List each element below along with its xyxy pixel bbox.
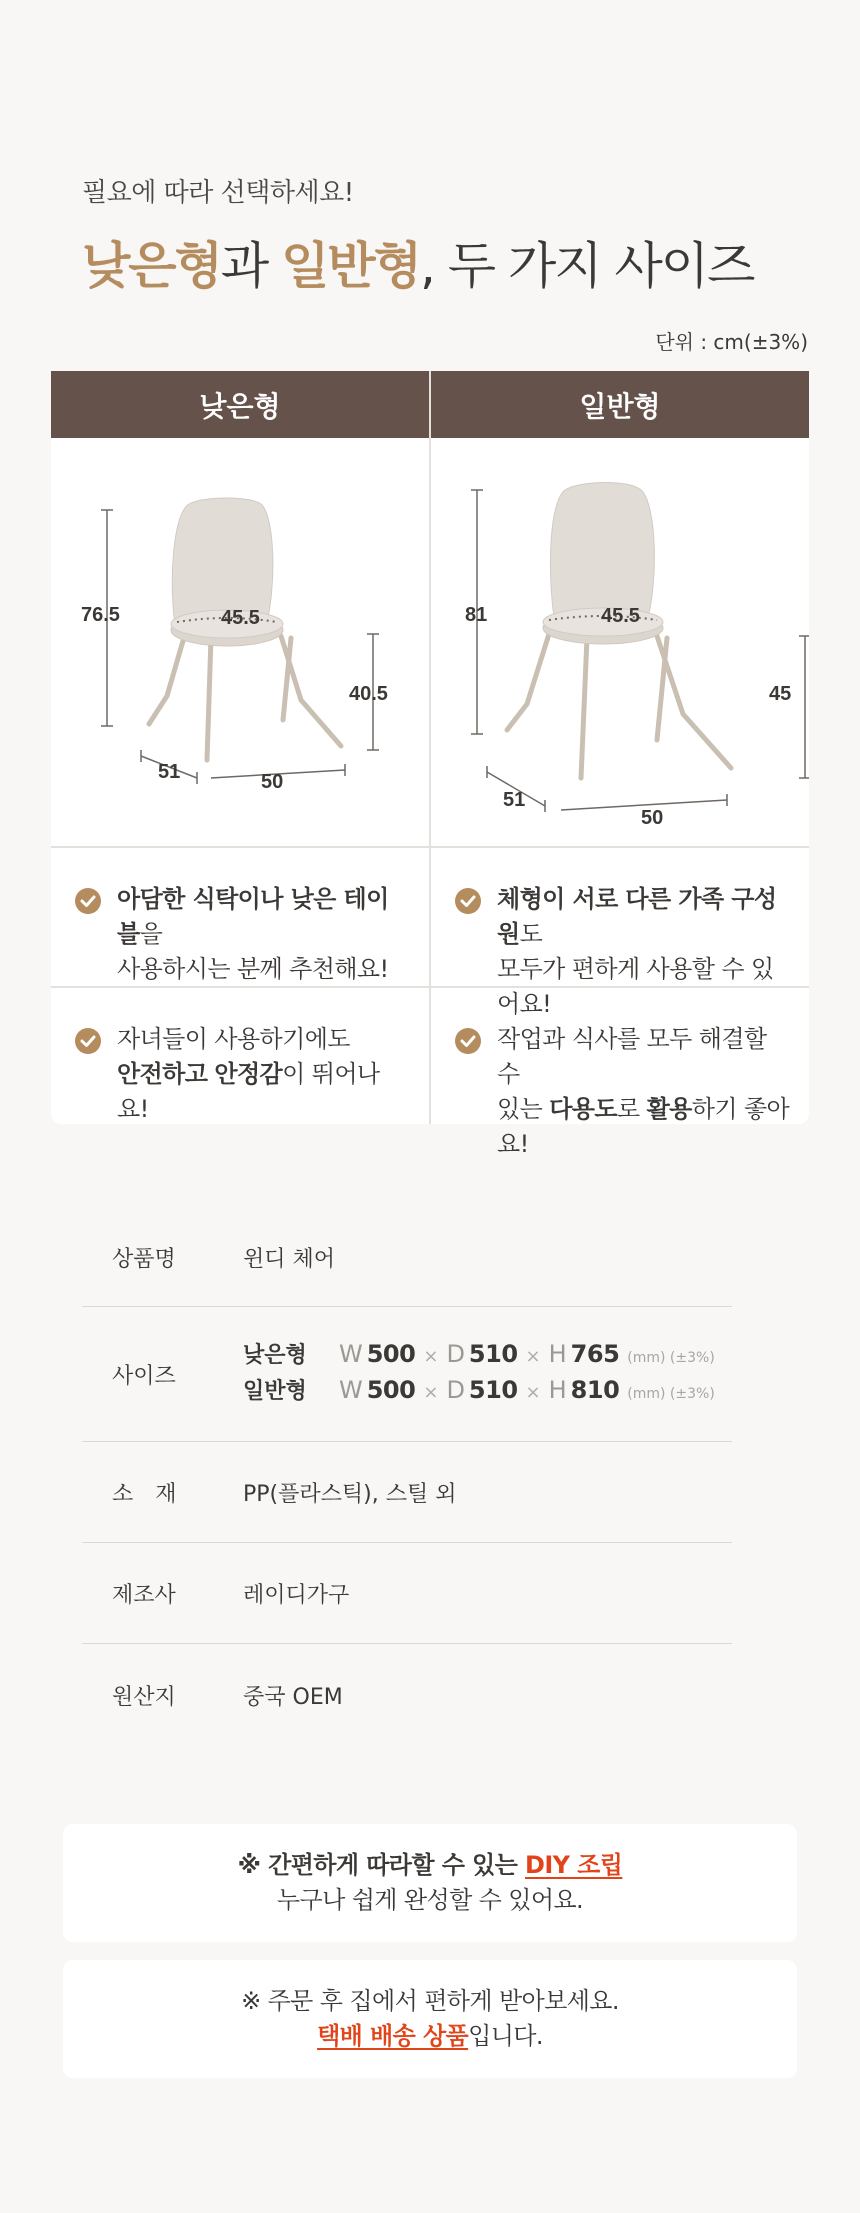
low-feature-1-bold: 아담한 식탁이나 낮은 테이블 [117,885,389,948]
standard-feature-2 [431,988,809,1158]
size-line-standard [243,1374,715,1410]
standard-type-column [431,371,809,1158]
standard-feature-2-bold1: 다용도 [549,1095,617,1123]
spec-row-material [82,1442,732,1543]
times-sign: × [525,1382,541,1403]
page-headline [82,226,753,298]
spec-label-size: 사이즈 [112,1363,176,1389]
size-standard-depth: 510 [468,1376,518,1404]
low-feature-1 [51,848,429,988]
size-standard-width: 500 [366,1376,416,1404]
delivery-note-suffix: 입니다. [468,2022,543,2050]
delivery-note [63,1960,797,2078]
standard-chair-illustration [431,438,809,846]
spec-label-origin: 원산지 [112,1684,176,1710]
times-sign: × [423,1382,439,1403]
low-feature-2-bold2: 안정감 [214,1060,283,1088]
headline-rest: , 두 가지 사이즈 [420,237,754,295]
standard-seat-width-label: 45.5 [601,605,640,627]
headline-connector: 과 [220,237,282,295]
check-icon [455,888,481,914]
headline-low-type: 낮은형 [82,237,221,295]
low-feature-2-suffix: 이 뛰어나요! [117,1060,380,1123]
spec-value-origin: 중국 OEM [243,1684,343,1710]
low-feature-1-line2: 사용하시는 분께 추천해요! [117,955,389,983]
low-width-label: 50 [261,771,284,793]
size-d-letter: D [446,1340,465,1368]
standard-type-header: 일반형 [431,371,809,438]
times-sign: × [525,1346,541,1367]
standard-feature-2-line1: 작업과 식사를 모두 해결할 수 [497,1025,767,1088]
low-chair-illustration [51,438,429,846]
spec-row-size [82,1307,732,1442]
check-icon [75,1028,101,1054]
spec-label-maker: 제조사 [112,1582,176,1608]
spec-value-product: 윈디 체어 [243,1246,336,1272]
unit-note: 단위 : cm(±3%) [655,330,808,354]
low-feature-1-suffix: 을 [139,920,163,948]
size-low-depth: 510 [468,1340,518,1368]
diy-note-line2: 누구나 쉽게 완성할 수 있어요. [276,1886,584,1914]
standard-depth-label: 51 [503,789,526,811]
low-seat-width-label: 45.5 [221,607,260,629]
diy-note-prefix: ※ 간편하게 따라할 수 있는 [237,1851,525,1879]
standard-feature-2-suffix: 하기 좋아요! [497,1095,790,1158]
standard-seat-height-label: 45 [769,683,792,705]
spec-value-size [243,1338,715,1410]
low-feature-2-bold1: 안전하고 [117,1060,208,1088]
size-tolerance: (mm) (±3%) [627,1386,715,1402]
low-type-header: 낮은형 [51,371,429,438]
spec-row-origin [82,1644,732,1746]
size-comparison-card [51,371,809,1158]
spec-row-product [82,1208,732,1307]
standard-feature-1-line2: 모두가 편하게 사용할 수 있어요! [497,955,774,1018]
spec-value-maker: 레이디가구 [243,1582,350,1608]
standard-width-label: 50 [641,807,664,829]
diy-note-highlight: DIY 조립 [525,1851,623,1879]
standard-chair-diagram [431,438,809,848]
standard-feature-2-bold2: 활용 [646,1095,692,1123]
size-name-low: 낮은형 [243,1343,307,1368]
standard-height-label: 81 [465,604,488,626]
check-icon [455,1028,481,1054]
headline-standard-type: 일반형 [281,237,421,295]
low-height-label: 76.5 [81,604,120,626]
size-d-letter: D [446,1376,465,1404]
standard-feature-2-prefix: 있는 [497,1095,550,1123]
size-tolerance: (mm) (±3%) [627,1350,715,1366]
size-h-letter: H [548,1376,567,1404]
low-feature-2-line1: 자녀들이 사용하기에도 [117,1025,350,1053]
standard-feature-1-bold: 체형이 서로 다른 가족 구성원 [497,885,777,948]
standard-feature-1 [431,848,809,1018]
spec-value-material: PP(플라스틱), 스틸 외 [243,1481,457,1507]
delivery-note-line1: ※ 주문 후 집에서 편하게 받아보세요. [241,1987,619,2015]
low-chair-diagram [51,438,429,848]
spec-label-product: 상품명 [112,1246,176,1272]
low-type-column [51,371,429,1124]
size-low-height: 765 [570,1340,620,1368]
delivery-note-highlight: 택배 배송 상품 [317,2022,469,2050]
size-w-letter: W [339,1376,363,1404]
spec-label-material: 소 재 [112,1481,177,1507]
diy-assembly-note [63,1824,797,1942]
check-icon [75,888,101,914]
times-sign: × [423,1346,439,1367]
product-spec-table [82,1208,732,1746]
size-low-width: 500 [366,1340,416,1368]
low-seat-height-label: 40.5 [349,683,388,705]
size-name-standard: 일반형 [243,1379,307,1404]
low-feature-2 [51,988,429,1122]
size-w-letter: W [339,1340,363,1368]
size-h-letter: H [548,1340,567,1368]
spec-row-maker [82,1543,732,1644]
standard-feature-1-suffix: 도 [519,920,543,948]
intro-text: 필요에 따라 선택하세요! [82,178,354,208]
size-standard-height: 810 [570,1376,620,1404]
low-depth-label: 51 [158,761,181,783]
standard-feature-2-mid: 로 [616,1095,647,1123]
size-line-low [243,1338,715,1374]
